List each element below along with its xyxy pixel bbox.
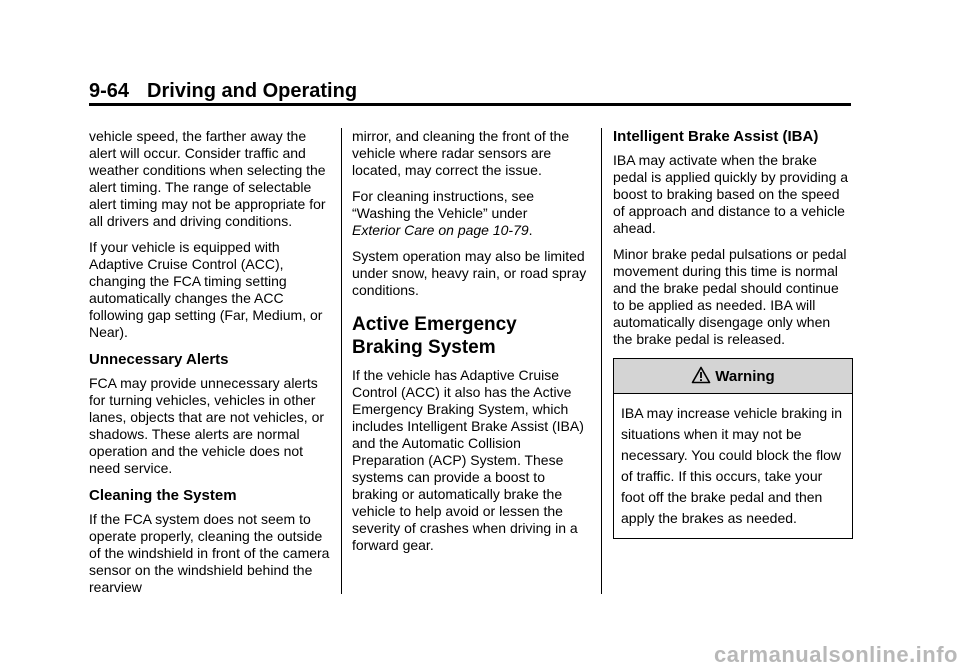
column-divider-1 xyxy=(341,128,342,594)
paragraph-acc-gap: If your vehicle is equipped with Adaptive Cruise Control (ACC), changing the FCA timing setting automatically changes the ACC following gap setting (Far, Medium, or Near). xyxy=(89,239,323,340)
watermark-text: carmanualsonline.info xyxy=(714,642,958,667)
heading-cleaning-system: Cleaning the System xyxy=(89,487,237,504)
paragraph-iba-pulsations: Minor brake pedal pulsations or pedal movement during this time is normal and the brake pedal should continue to be applied as needed. IBA will automatically disengage only when the brake pedal is released. xyxy=(613,246,847,347)
paragraph-unnecessary-alerts: FCA may provide unnecessary alerts for turning vehicles, vehicles in other lanes, objects that are not vehicles, or shadows. These alerts are normal operation and the vehicle does not need service. xyxy=(89,375,325,476)
warning-title: Warning xyxy=(715,367,775,385)
header-rule xyxy=(89,103,851,106)
page-header xyxy=(89,80,357,103)
cleaning-instructions-lead: For cleaning instructions, see “Washing the Vehicle” under xyxy=(352,188,535,221)
paragraph-active-emergency-braking: If the vehicle has Adaptive Cruise Control (ACC) it also has the Active Emergency Braking System, which includes Intelligent Brake Assist (IBA) and the Automatic Collision Preparation (ACP) System. These systems can provide a boost to braking or automatically brake the vehicle to help avoid or lessen the severity of crashes when driving in a forward gear. xyxy=(352,367,584,553)
heading-active-emergency-braking: Active Emergency Braking System xyxy=(352,314,517,358)
section-title: Driving and Operating xyxy=(147,80,358,102)
paragraph-cleaning-instructions xyxy=(352,188,592,239)
heading-unnecessary-alerts: Unnecessary Alerts xyxy=(89,351,229,368)
paragraph-alert-timing: vehicle speed, the farther away the alert will occur. Consider traffic and weather conditions when selecting the alert timing. The range of selectable alert timing may not be appropriate for all drivers and driving conditions. xyxy=(89,128,326,229)
cleaning-instructions-end: . xyxy=(528,222,533,238)
warning-box xyxy=(613,358,853,539)
page-number: 9-64 xyxy=(89,80,130,102)
column-2 xyxy=(352,128,592,563)
paragraph-mirror-cleaning: mirror, and cleaning the front of the vehicle where radar sensors are located, may correct the issue. xyxy=(352,128,570,178)
cross-reference-link[interactable]: Exterior Care on page 10-79 xyxy=(352,222,529,238)
paragraph-cleaning-system: If the FCA system does not seem to operate properly, cleaning the outside of the windshield in front of the camera sensor on the windshield behind the rearview xyxy=(89,511,330,595)
heading-intelligent-brake-assist: Intelligent Brake Assist (IBA) xyxy=(613,128,819,145)
column-divider-2 xyxy=(601,128,602,594)
paragraph-system-limits: System operation may also be limited under snow, heavy rain, or road spray conditions. xyxy=(352,248,587,298)
column-3 xyxy=(613,128,853,539)
column-1 xyxy=(89,128,335,605)
warning-text: IBA may increase vehicle braking in situations when it may not be necessary. You could block the flow of traffic. If this occurs, take your foot off the brake pedal and then apply the brakes as needed. xyxy=(621,405,842,526)
paragraph-iba-activation: IBA may activate when the brake pedal is applied quickly by providing a boost to braking based on the speed of approach and distance to a vehicle ahead. xyxy=(613,152,849,236)
warning-header xyxy=(614,359,852,394)
warning-triangle-icon xyxy=(691,366,711,384)
